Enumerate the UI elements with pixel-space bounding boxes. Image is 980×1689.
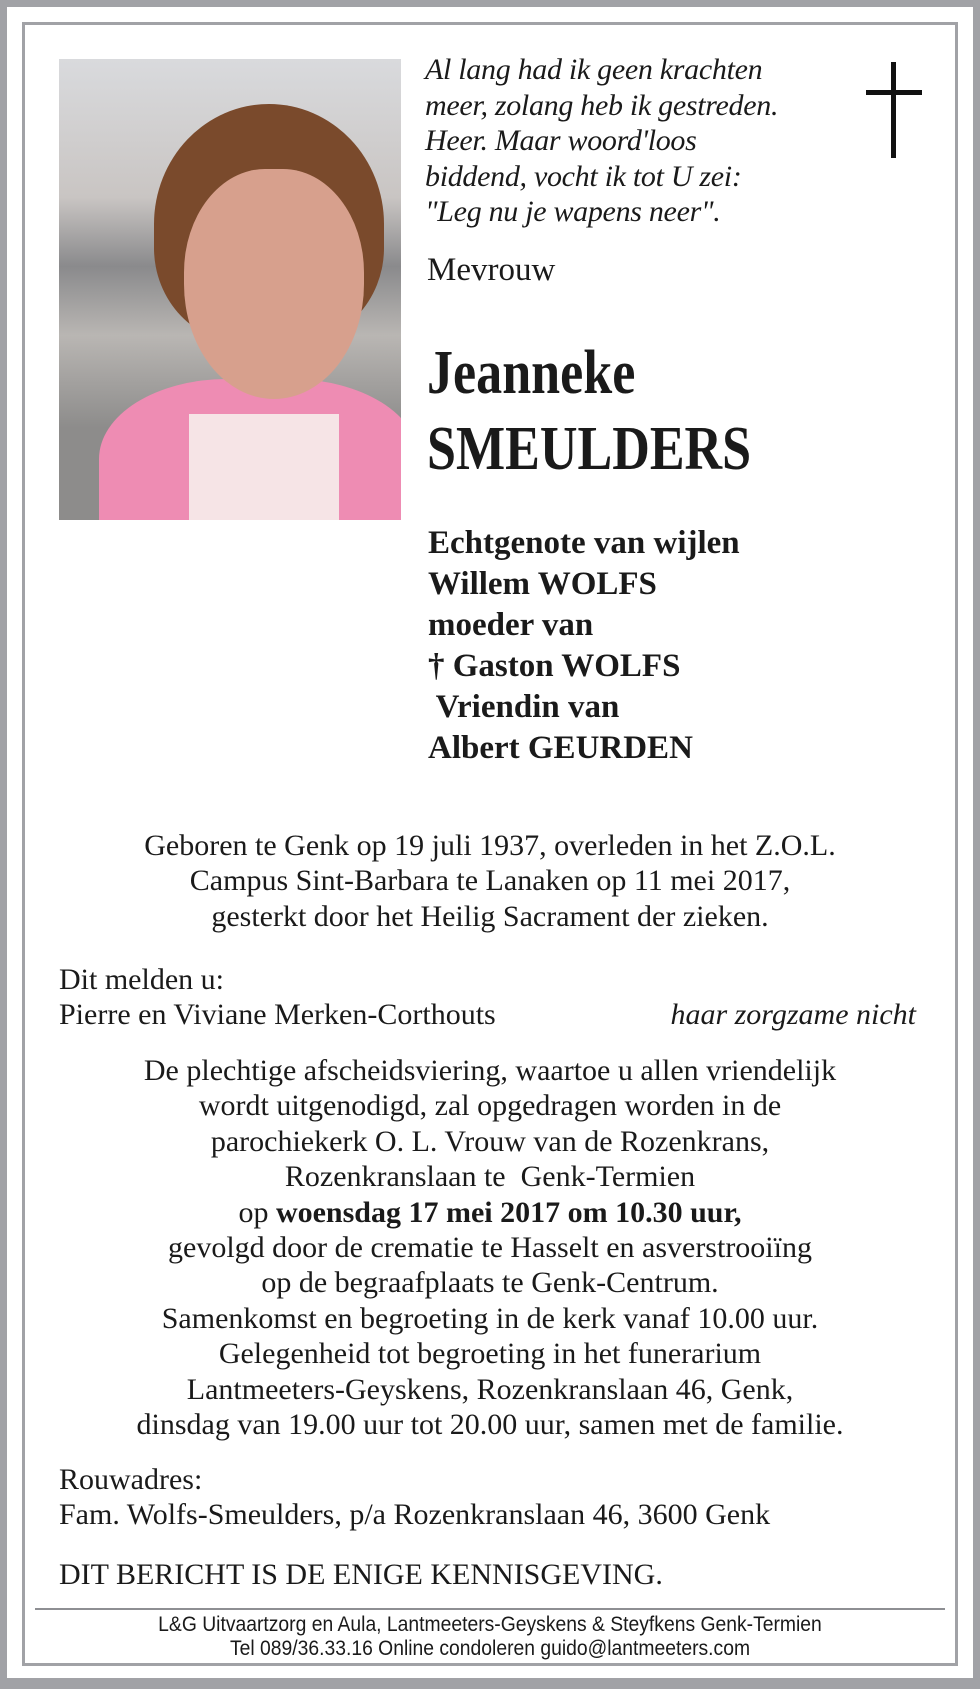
ceremony-line: Samenkomst en begroeting in de kerk vanaf 10.00 uur. [161,1301,819,1335]
born-line: Geboren te Genk op 19 juli 1937, overleden in het Z.O.L. [144,829,836,862]
date-prefix: op [238,1195,276,1229]
ceremony-line: De plechtige afscheidsviering, waartoe u allen vriendelijk [143,1054,837,1087]
date-bold: woensdag 17 mei 2017 om 10.30 uur, [275,1195,742,1229]
relation-line: Willem WOLFS [428,566,657,602]
relation-line: moeder van [428,607,594,643]
footer-divider [35,1608,945,1610]
ceremony-date [22,1195,958,1230]
first-name: Jeanneke [427,339,636,407]
ceremony-line: wordt uitgenodigd, zal opgedragen worden in de [198,1089,782,1123]
ceremony-line: gevolgd door de crematie te Hasselt en asverstrooiïng [168,1231,812,1265]
address-label: Rouwadres: [59,1463,203,1496]
portrait-photo [59,59,401,520]
photo-face [184,169,364,399]
ceremony-line: Rozenkranslaan te Genk-Termien [284,1160,696,1194]
birth-death-info [22,828,958,934]
funeral-home-footer [59,1613,920,1661]
poem-line: Al lang had ik geen krachten [425,53,763,86]
poem [425,52,778,230]
footer-line: L&G Uitvaartzorg en Aula, Lantmeeters-Geyskens & Steyfkens Genk-Termien [158,1613,822,1636]
relations [428,523,740,769]
poem-line: biddend, vocht ik tot U zei: [425,159,742,193]
relation-line: Albert GEURDEN [428,730,693,766]
last-name: SMEULDERS [427,415,752,483]
ceremony-line: parochiekerk O. L. Vrouw van de Rozenkrans, [210,1124,770,1158]
poem-line: "Leg nu je wapens neer". [425,195,721,228]
ceremony-line: op de begraafplaats te Genk-Centrum. [261,1266,719,1300]
poem-line: meer, zolang heb ik gestreden. [425,88,779,122]
mourning-address [59,1462,770,1533]
born-line: Campus Sint-Barbara te Lanaken op 11 mei 2017, [189,864,791,898]
address-value: Fam. Wolfs-Smeulders, p/a Rozenkranslaan 46, 3600 Genk [59,1498,771,1532]
deceased-name [427,335,751,487]
salutation: Mevrouw [427,252,556,288]
born-line: gesterkt door het Heilig Sacrament der zieken. [211,899,769,933]
announcers-label: Dit melden u: [59,963,224,996]
relation-line: Echtgenote van wijlen [428,525,740,561]
ceremony-line: Gelegenheid tot begroeting in het funerarium [218,1337,762,1371]
notice-statement: DIT BERICHT IS DE ENIGE KENNISGEVING. [59,1558,663,1591]
footer-line: Tel 089/36.33.16 Online condoleren guido@lantmeeters.com [229,1637,751,1660]
ceremony-line: Lantmeeters-Geyskens, Rozenkranslaan 46, Genk, [186,1372,794,1406]
announcers [59,962,916,1033]
relation-line: † Gaston WOLFS [428,648,681,684]
photo-shirt [189,414,339,520]
ceremony-line: dinsdag van 19.00 uur tot 20.00 uur, samen met de familie. [136,1408,844,1442]
poem-line: Heer. Maar woord'loos [425,124,697,157]
cross-icon [866,62,922,158]
relation-line: Vriendin van [428,689,620,725]
ceremony-info [22,1053,958,1442]
announcer-name: Pierre en Viviane Merken-Corthouts [59,998,496,1032]
announcer-relation: haar zorgzame nicht [670,998,916,1032]
